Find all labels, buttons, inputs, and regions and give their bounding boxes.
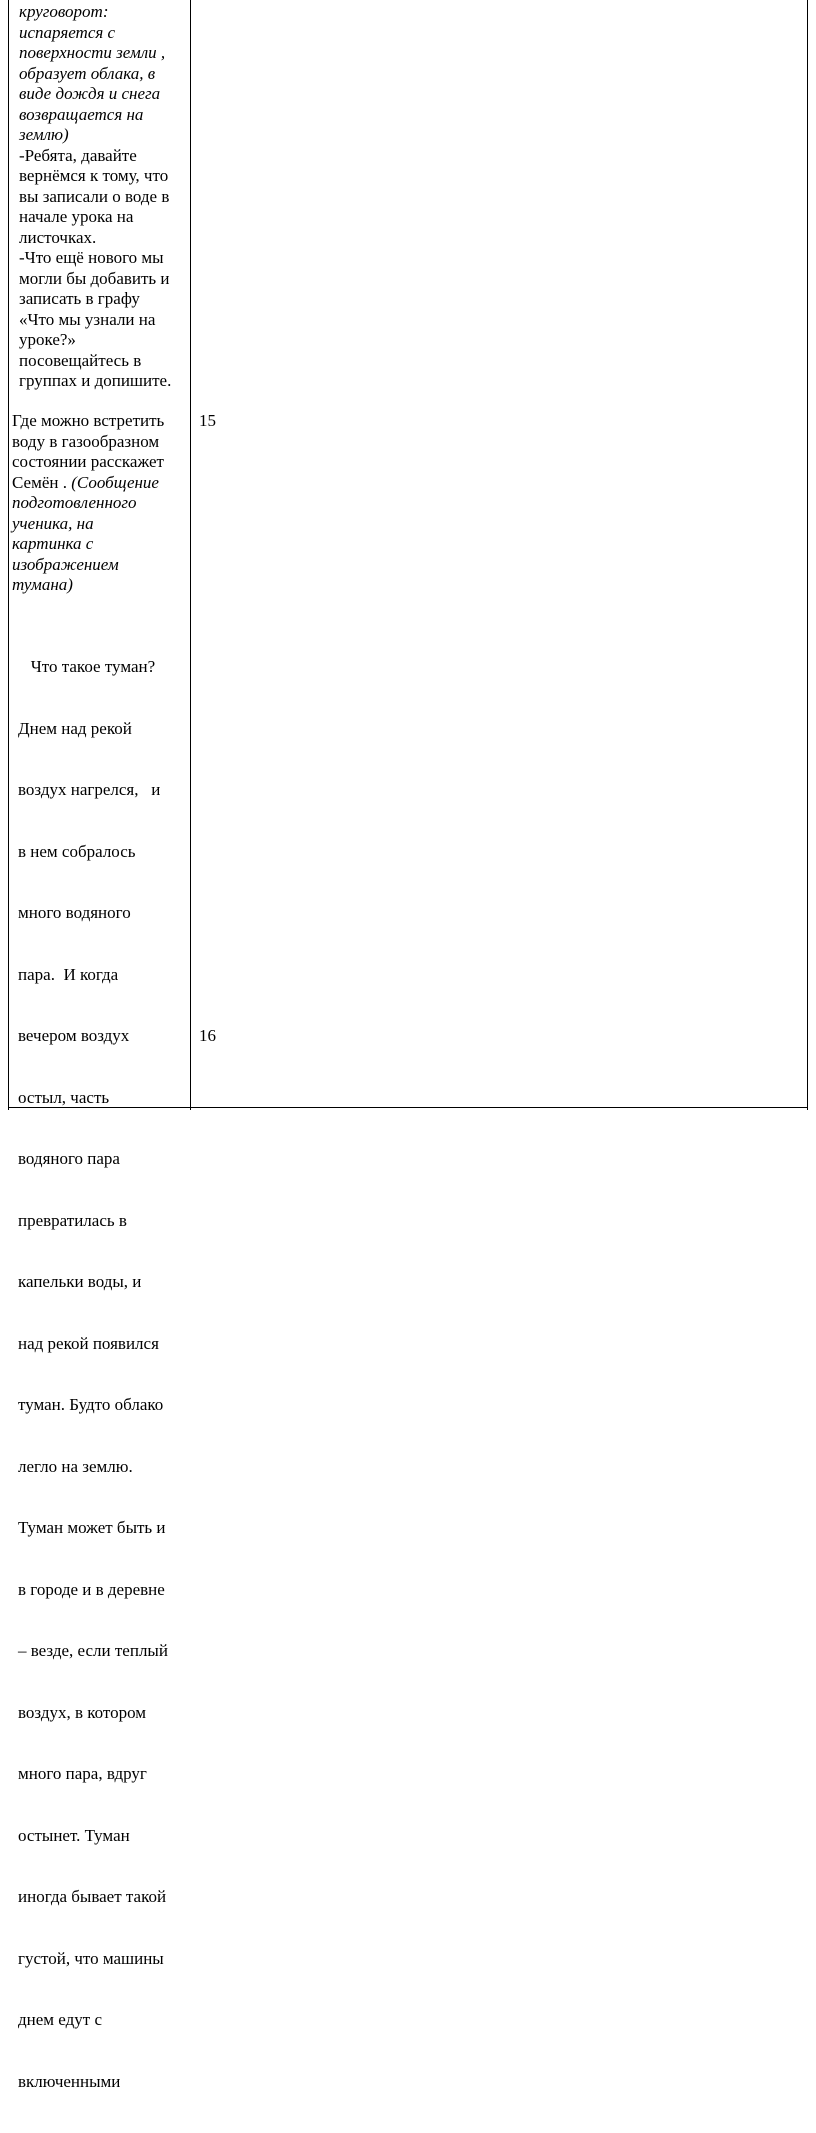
text-line: Что такое туман?: [18, 657, 156, 676]
text-line: записать в графу: [19, 289, 140, 308]
text-line: вечером воздух: [18, 1026, 130, 1045]
text-line: воду в газообразном: [12, 431, 160, 451]
text-line: туман. Будто облако: [18, 1395, 164, 1414]
text-line: изображением: [12, 554, 119, 574]
table-column-divider: [190, 0, 191, 1110]
text-line: воздух, в котором: [18, 1702, 147, 1722]
text-line: образует облака, в: [19, 63, 156, 83]
text-line: легло на землю.: [18, 1456, 133, 1476]
text-line: могли бы добавить и: [19, 268, 170, 288]
text-line: возвращается на: [19, 104, 144, 124]
text-line: тумана): [12, 575, 73, 594]
text-line: остыл, часть: [18, 1087, 110, 1107]
text-line: «Что мы узнали на: [19, 309, 156, 329]
text-line: вы записали о воде в: [19, 186, 170, 206]
text-line: в нем собралось: [18, 841, 136, 861]
text-line: виде дождя и снега: [19, 84, 161, 103]
text-line: -Что ещё нового мы: [19, 248, 164, 267]
text-line: вернёмся к тому, что: [19, 166, 169, 185]
text-line: пара. И когда: [18, 964, 119, 984]
text-line: днем едут с: [18, 2010, 102, 2029]
text-plain: Семён .: [12, 472, 72, 492]
text-line: -Ребята, давайте: [19, 145, 137, 165]
text-line: капельки воды, и: [18, 1272, 142, 1291]
text-line: состоянии расскажет: [12, 452, 164, 471]
cell-text-block-1: [19, 2, 171, 392]
text-line: воздух нагрелся, и: [18, 780, 161, 799]
text-line: превратилась в: [18, 1210, 127, 1230]
cell-text-block-2: [12, 411, 164, 596]
text-line: включенными: [18, 2071, 121, 2091]
text-line: иногда бывает такой: [18, 1887, 167, 1906]
text-line: уроке?»: [19, 330, 76, 349]
text-line: листочках.: [19, 227, 97, 247]
text-line: Туман может быть и: [18, 1518, 166, 1537]
text-line: много водяного: [18, 903, 131, 922]
text-italic: (Сообщение: [71, 472, 159, 492]
text-line: густой, что машины: [18, 1948, 164, 1968]
time-value-15: 15: [199, 411, 216, 430]
text-line: водяного пара: [18, 1149, 120, 1168]
text-line: много пара, вдруг: [18, 1764, 147, 1783]
text-line: Где можно встретить: [12, 411, 165, 430]
text-line: землю): [19, 125, 69, 144]
text-line: ученика, на: [12, 513, 94, 533]
text-line: испаряется с: [19, 22, 116, 42]
text-line: подготовленного: [12, 493, 137, 512]
text-line: – везде, если теплый: [18, 1641, 168, 1660]
text-line: поверхности земли ,: [19, 43, 166, 62]
text-line: группах и допишите.: [19, 371, 172, 390]
time-value-16: 16: [199, 1026, 216, 1045]
text-line-mixed: [12, 473, 164, 494]
table-right-border: [807, 0, 808, 1110]
text-line: картинка с: [12, 534, 94, 553]
text-line: Днем над рекой: [18, 718, 132, 738]
text-line: начале урока на: [19, 207, 134, 226]
table-left-border: [8, 0, 9, 1110]
cell-text-block-3: [18, 616, 168, 2133]
text-line: над рекой появился: [18, 1333, 159, 1353]
text-line: остынет. Туман: [18, 1825, 130, 1845]
text-line: посовещайтесь в: [19, 350, 142, 370]
text-line: круговорот:: [19, 2, 109, 21]
text-line: в городе и в деревне: [18, 1579, 165, 1599]
